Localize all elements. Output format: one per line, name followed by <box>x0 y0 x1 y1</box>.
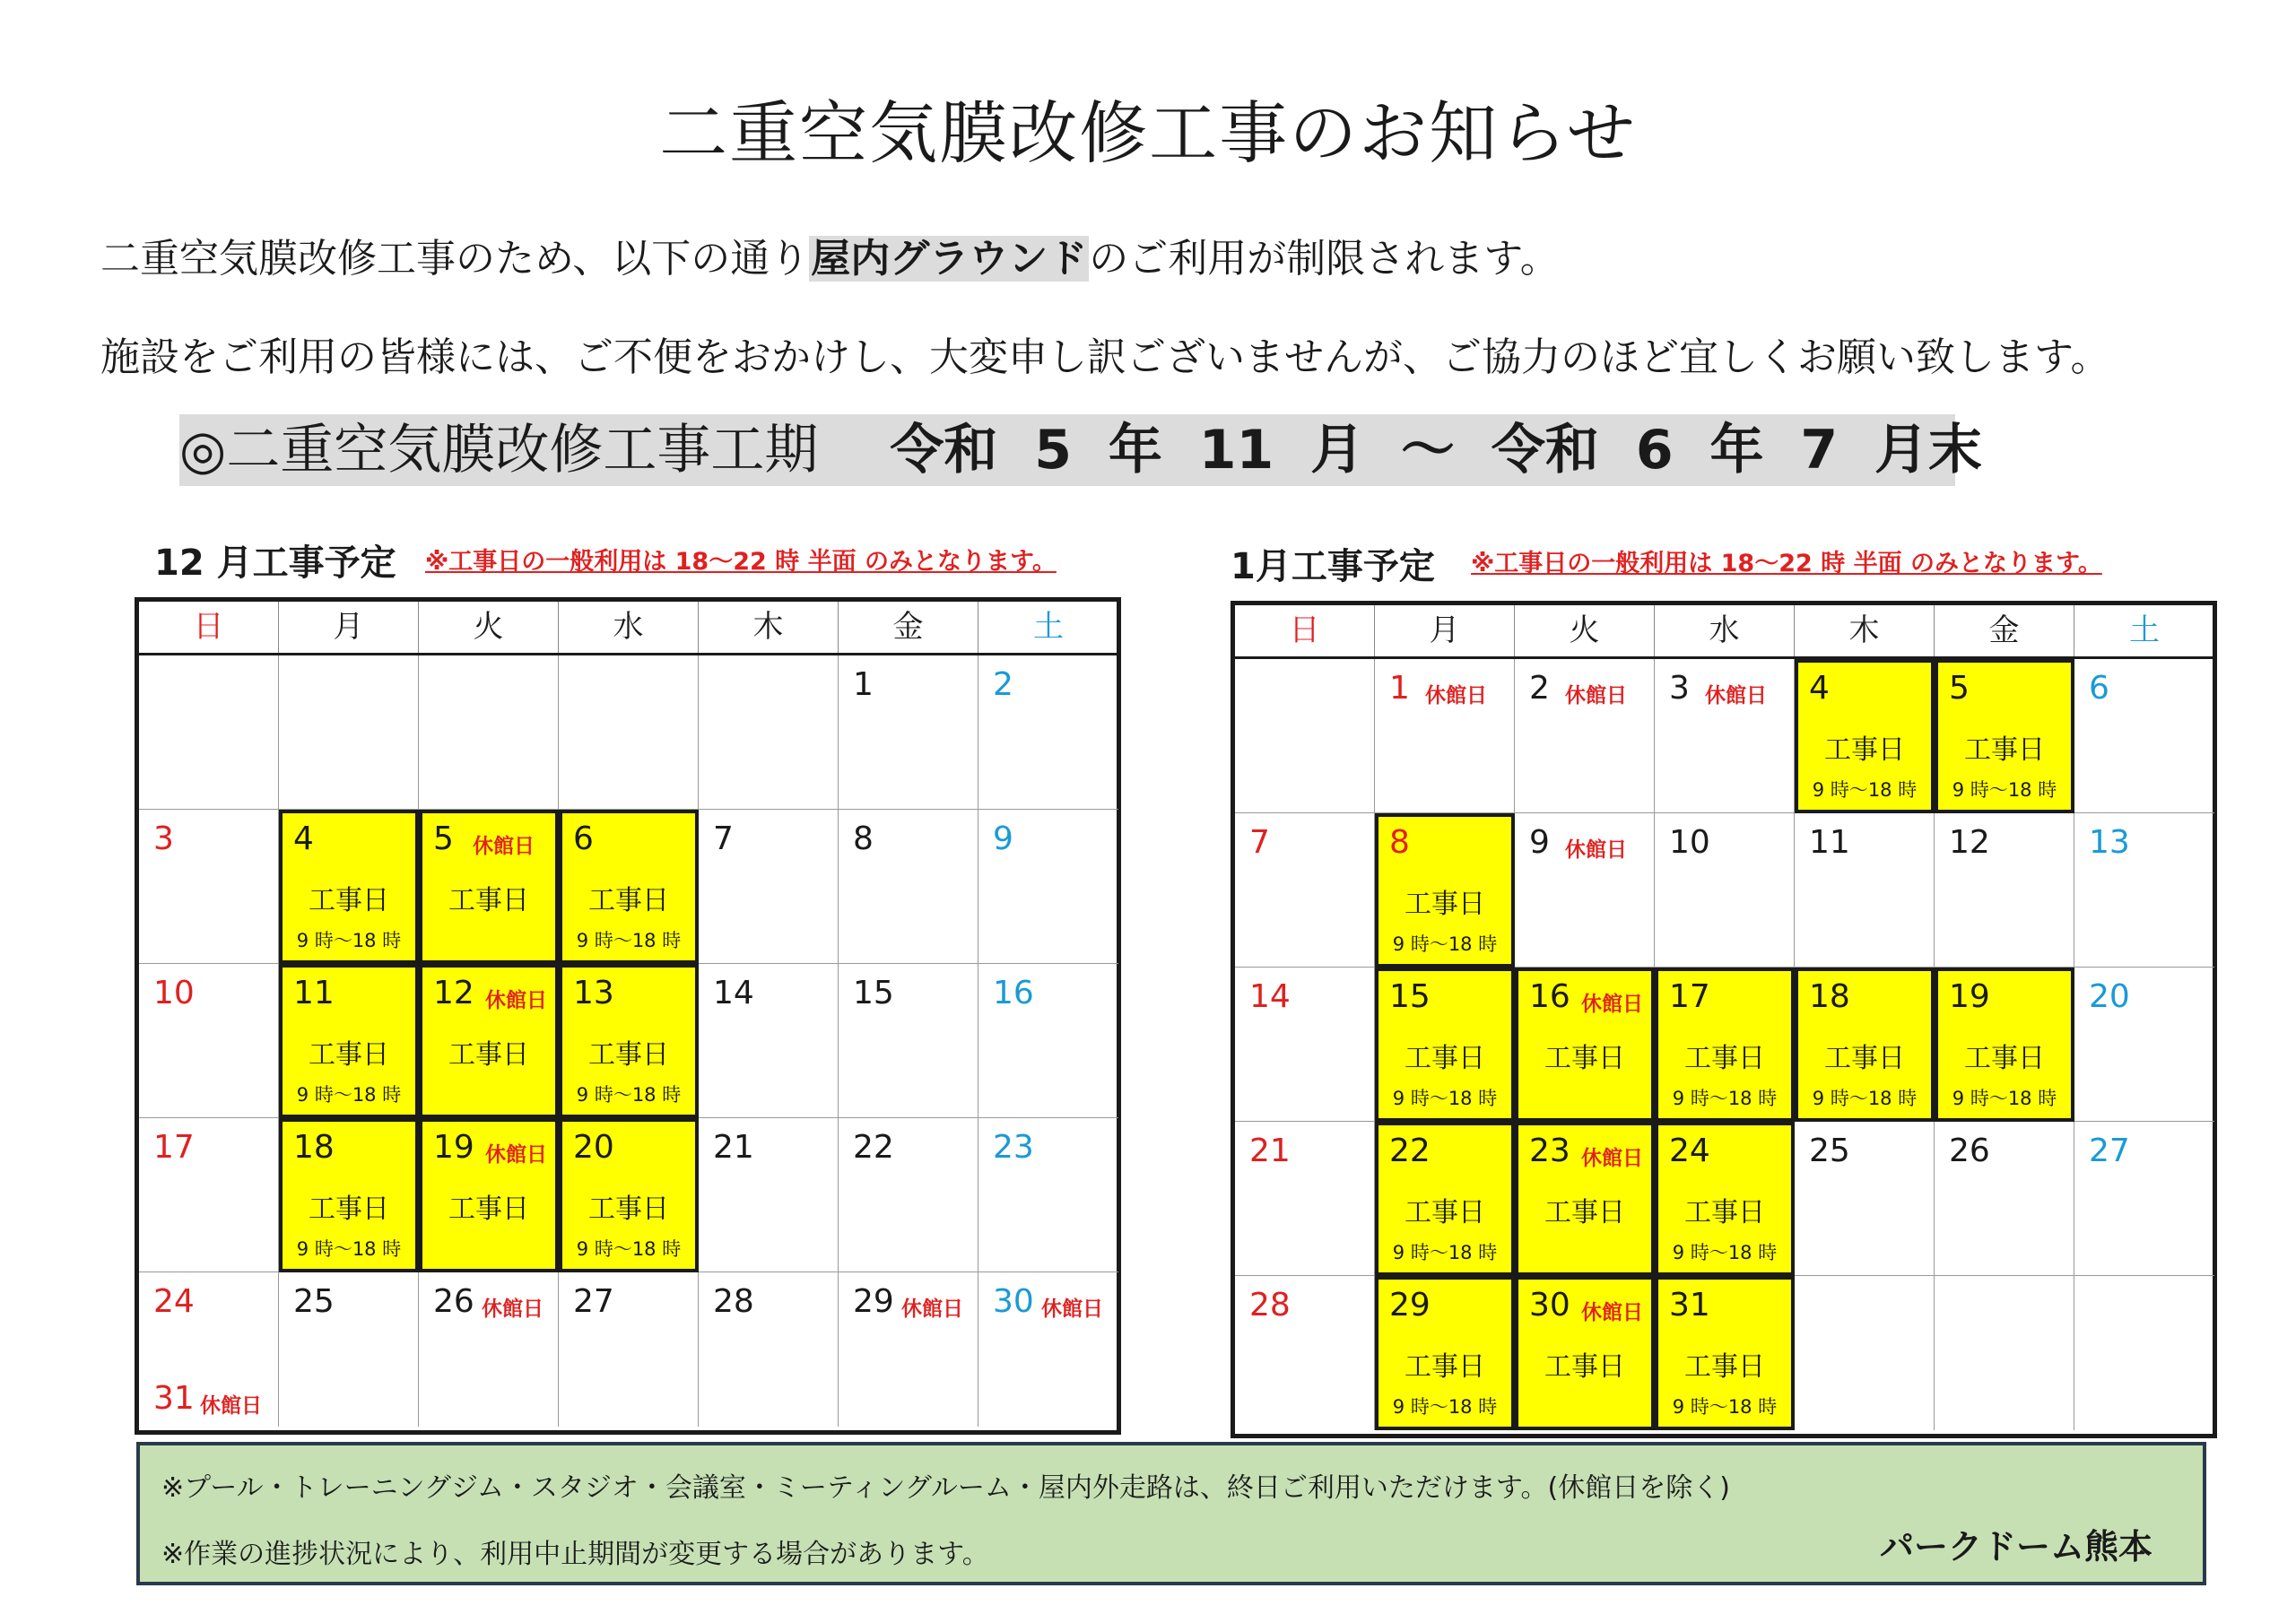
calendar-dec-note: ※工事日の一般利用は 18～22 時 半面 のみとなります。 <box>425 548 1057 576</box>
day-cell <box>699 655 839 810</box>
work-day-cell <box>279 810 419 964</box>
day-number: 14 <box>713 975 754 1011</box>
day-cell <box>978 1118 1118 1272</box>
work-hours-label: 9 時～18 時 <box>1392 1088 1498 1109</box>
day-cell <box>1795 813 1935 968</box>
period-range: 令和 5 年 11 月 ～ 令和 6 年 7 月末 <box>890 419 1982 482</box>
closed-day-label: 休館日 <box>485 1143 547 1167</box>
day-cell <box>978 1272 1118 1427</box>
work-hours-label: 9 時～18 時 <box>576 1084 682 1106</box>
day-cell <box>1795 1122 1935 1276</box>
day-cell <box>699 964 839 1118</box>
day-number: 28 <box>1249 1287 1291 1324</box>
calendar-december <box>135 597 1121 1435</box>
weekday-2: 火 <box>419 602 559 653</box>
closed-day-label: 休館日 <box>1581 1147 1643 1170</box>
closed-day-label: 休館日 <box>1041 1298 1103 1321</box>
day-cell <box>1515 659 1655 813</box>
day-number: 19 <box>433 1129 474 1166</box>
day-number: 19 <box>1949 978 1990 1015</box>
day-cell <box>839 1272 978 1427</box>
work-day-label: 工事日 <box>309 1193 389 1225</box>
work-hours-label: 9 時～18 時 <box>576 930 682 951</box>
day-number: 22 <box>1389 1133 1431 1169</box>
day-cell <box>1935 813 2074 968</box>
work-day-cell <box>1795 659 1935 813</box>
work-day-label: 工事日 <box>1405 1043 1485 1074</box>
closed-day-label: 休館日 <box>1425 684 1487 707</box>
work-day-label: 工事日 <box>1964 1043 2045 1074</box>
work-day-label: 工事日 <box>1544 1197 1625 1228</box>
work-hours-label: 9 時～18 時 <box>1392 933 1498 955</box>
work-day-cell <box>1515 1276 1655 1430</box>
day-number: 5 <box>1949 670 1970 707</box>
day-cell <box>279 655 419 810</box>
day-number: 15 <box>1389 978 1431 1015</box>
footer-notice <box>136 1442 2206 1585</box>
closed-day-label: 休館日 <box>200 1394 262 1418</box>
work-hours-label: 9 時～18 時 <box>1812 1088 1918 1109</box>
work-day-label: 工事日 <box>1964 734 2045 766</box>
calendar-january <box>1231 601 2217 1438</box>
period-label: ◎二重空気膜改修工事工期 <box>179 419 819 482</box>
day-number: 8 <box>1389 824 1410 861</box>
day-cell <box>1235 659 1375 813</box>
weekday-0: 日 <box>139 602 279 653</box>
day-cell <box>139 655 279 810</box>
footer-note-2: ※作業の進捗状況により、利用中止期間が変更する場合があります。 <box>161 1539 989 1570</box>
work-day-cell <box>279 964 419 1118</box>
day-number: 6 <box>573 820 594 857</box>
closed-day-label: 休館日 <box>1581 993 1643 1016</box>
work-hours-label: 9 時～18 時 <box>296 930 402 951</box>
work-day-cell <box>1515 968 1655 1122</box>
day-number: 22 <box>853 1129 894 1166</box>
work-day-cell <box>1655 968 1795 1122</box>
day-cell <box>139 964 279 1118</box>
day-cell <box>1375 659 1515 813</box>
weekday-5: 金 <box>839 602 978 653</box>
day-number: 9 <box>993 820 1013 857</box>
weekday-1: 月 <box>1375 605 1515 656</box>
day-number: 8 <box>853 820 874 857</box>
day-cell <box>2074 813 2214 968</box>
work-hours-label: 9 時～18 時 <box>296 1238 402 1260</box>
weekday-6: 土 <box>2129 612 2160 648</box>
day-number: 15 <box>853 975 894 1011</box>
work-day-cell <box>1655 1276 1795 1430</box>
day-number: 4 <box>293 820 314 857</box>
work-day-cell <box>419 1118 559 1272</box>
day-cell <box>139 1118 279 1272</box>
intro-line-2: 施設をご利用の皆様には、ご不便をおかけし、大変申し訳ございませんが、ご協力のほど宜しくお願い致します。 <box>100 334 2110 380</box>
weekday-0: 日 <box>1235 605 1375 656</box>
work-day-label: 工事日 <box>448 1039 529 1071</box>
weekday-2: 火 <box>1515 605 1655 656</box>
weekday-header <box>1235 605 2214 659</box>
day-number: 13 <box>2089 824 2130 861</box>
day-number: 2 <box>993 666 1013 703</box>
closed-day-label: 休館日 <box>473 835 535 858</box>
work-day-cell <box>1375 1122 1515 1276</box>
day-number: 18 <box>1809 978 1850 1015</box>
weekday-5: 金 <box>1935 605 2074 656</box>
day-cell <box>1235 968 1375 1122</box>
day-number: 1 <box>1389 670 1410 707</box>
calendar-jan-title: 1月工事予定 <box>1231 546 1435 587</box>
day-cell <box>1515 813 1655 968</box>
weekday-6: 土 <box>1033 609 1064 645</box>
day-number: 27 <box>2089 1133 2130 1169</box>
work-day-label: 工事日 <box>1684 1197 1765 1228</box>
work-day-label: 工事日 <box>309 885 389 916</box>
day-number: 25 <box>293 1283 335 1320</box>
intro-text: 二重空気膜改修工事のため、以下の通り <box>100 236 810 282</box>
day-cell <box>699 1272 839 1427</box>
weekday-3: 水 <box>1655 605 1795 656</box>
day-number: 21 <box>713 1129 754 1166</box>
day-number: 17 <box>153 1129 195 1166</box>
work-day-label: 工事日 <box>309 1039 389 1071</box>
page-title: 二重空気膜改修工事のお知らせ <box>659 93 1637 173</box>
day-cell <box>2074 1276 2214 1430</box>
day-cell <box>1655 659 1795 813</box>
day-cell <box>839 1118 978 1272</box>
day-number: 30 <box>993 1283 1034 1320</box>
work-hours-label: 9 時～18 時 <box>1812 779 1918 801</box>
intro-line-1 <box>100 226 1560 283</box>
day-cell <box>419 1272 559 1427</box>
day-number: 7 <box>713 820 734 857</box>
day-number: 17 <box>1669 978 1710 1015</box>
work-day-label: 工事日 <box>1405 1351 1485 1383</box>
day-cell <box>2074 659 2214 813</box>
closed-day-label: 休館日 <box>901 1298 963 1321</box>
day-cell <box>1935 1122 2074 1276</box>
day-number: 5 <box>433 820 454 857</box>
day-number: 3 <box>153 820 174 857</box>
day-number: 16 <box>1529 978 1570 1015</box>
day-number: 3 <box>1669 670 1690 707</box>
work-day-label: 工事日 <box>1405 1197 1485 1228</box>
work-hours-label: 9 時～18 時 <box>1952 1088 2057 1109</box>
day-number: 6 <box>2089 670 2109 707</box>
work-day-label: 工事日 <box>588 1039 669 1071</box>
day-cell <box>839 964 978 1118</box>
work-day-cell <box>1795 968 1935 1122</box>
weekday-4: 木 <box>699 602 839 653</box>
work-day-cell <box>1655 1122 1795 1276</box>
work-day-cell <box>559 964 699 1118</box>
day-number: 20 <box>573 1129 614 1166</box>
day-number: 26 <box>433 1283 474 1320</box>
work-hours-label: 9 時～18 時 <box>1672 1242 1778 1263</box>
day-number: 9 <box>1529 824 1550 861</box>
weekday-4: 木 <box>1795 605 1935 656</box>
work-hours-label: 9 時～18 時 <box>296 1084 402 1106</box>
day-number: 7 <box>1249 824 1270 861</box>
work-day-label: 工事日 <box>1544 1351 1625 1383</box>
day-number: 30 <box>1529 1287 1570 1324</box>
day-cell <box>279 1272 419 1427</box>
day-number: 13 <box>573 975 614 1011</box>
closed-day-label: 休館日 <box>1565 684 1627 707</box>
day-number: 21 <box>1249 1133 1291 1169</box>
day-number: 11 <box>1809 824 1850 861</box>
construction-period <box>179 414 1982 486</box>
day-number: 23 <box>1529 1133 1570 1169</box>
day-cell <box>2074 1122 2214 1276</box>
day-number: 28 <box>713 1283 754 1320</box>
day-number: 26 <box>1949 1133 1990 1169</box>
work-day-cell <box>1375 968 1515 1122</box>
work-day-label: 工事日 <box>1405 889 1485 920</box>
day-number: 23 <box>993 1129 1034 1166</box>
footer-note-1: ※プール・トレーニングジム・スタジオ・会議室・ミーティングルーム・屋内外走路は、終日ご利用いただけます。(休館日を除く) <box>161 1472 1730 1504</box>
day-cell <box>1935 1276 2074 1430</box>
day-number: 10 <box>153 975 195 1011</box>
day-cell <box>1795 1276 1935 1430</box>
work-hours-label: 9 時～18 時 <box>1392 1396 1498 1418</box>
intro-highlight: 屋内グラウンド <box>811 236 1088 282</box>
day-number: 12 <box>433 975 474 1011</box>
day-cell <box>419 655 559 810</box>
weekday-3: 水 <box>559 602 699 653</box>
day-cell <box>839 655 978 810</box>
closed-day-label: 休館日 <box>485 989 547 1012</box>
extra-day-number: 31 <box>153 1380 195 1417</box>
work-day-cell <box>1375 1276 1515 1430</box>
day-cell <box>559 655 699 810</box>
work-day-label: 工事日 <box>1544 1043 1625 1074</box>
work-hours-label: 9 時～18 時 <box>576 1238 682 1260</box>
work-hours-label: 9 時～18 時 <box>1672 1088 1778 1109</box>
calendar-jan-note: ※工事日の一般利用は 18～22 時 半面 のみとなります。 <box>1471 550 2102 577</box>
day-cell <box>139 810 279 964</box>
work-day-cell <box>419 810 559 964</box>
day-number: 29 <box>853 1283 894 1320</box>
day-number: 10 <box>1669 824 1710 861</box>
work-day-cell <box>1935 968 2074 1122</box>
work-day-cell <box>559 810 699 964</box>
work-day-cell <box>279 1118 419 1272</box>
day-cell <box>1655 813 1795 968</box>
work-day-label: 工事日 <box>448 1193 529 1225</box>
day-number: 20 <box>2089 978 2130 1015</box>
closed-day-label: 休館日 <box>1581 1301 1643 1324</box>
work-hours-label: 9 時～18 時 <box>1952 779 2057 801</box>
calendar-dec-title: 12 月工事予定 <box>154 542 396 584</box>
work-hours-label: 9 時～18 時 <box>1392 1242 1498 1263</box>
work-day-label: 工事日 <box>1684 1043 1765 1074</box>
closed-day-label: 休館日 <box>1705 684 1767 707</box>
day-cell <box>2074 968 2214 1122</box>
closed-day-label: 休館日 <box>1565 838 1627 862</box>
weekday-header <box>139 602 1118 655</box>
day-cell <box>699 810 839 964</box>
day-number: 2 <box>1529 670 1550 707</box>
work-day-cell <box>1375 813 1515 968</box>
day-cell <box>559 1272 699 1427</box>
day-cell <box>978 655 1118 810</box>
day-cell <box>839 810 978 964</box>
intro-text-end: のご利用が制限されます。 <box>1089 236 1560 282</box>
day-number: 18 <box>293 1129 335 1166</box>
day-number: 31 <box>1669 1287 1710 1324</box>
day-cell <box>978 964 1118 1118</box>
day-number: 24 <box>1669 1133 1710 1169</box>
day-number: 12 <box>1949 824 1990 861</box>
work-day-label: 工事日 <box>1824 1043 1905 1074</box>
work-day-cell <box>559 1118 699 1272</box>
day-number: 24 <box>153 1283 195 1320</box>
work-day-cell <box>419 964 559 1118</box>
weekday-1: 月 <box>279 602 419 653</box>
work-hours-label: 9 時～18 時 <box>1672 1396 1778 1418</box>
day-cell <box>1235 813 1375 968</box>
work-day-label: 工事日 <box>1684 1351 1765 1383</box>
day-number: 25 <box>1809 1133 1850 1169</box>
work-day-label: 工事日 <box>588 885 669 916</box>
organization-name: パークドーム熊本 <box>1879 1527 2152 1567</box>
day-number: 1 <box>853 666 874 703</box>
day-cell <box>699 1118 839 1272</box>
day-number: 16 <box>993 975 1034 1011</box>
work-day-label: 工事日 <box>588 1193 669 1225</box>
closed-day-label: 休館日 <box>482 1298 544 1321</box>
work-day-cell <box>1515 1122 1655 1276</box>
day-number: 14 <box>1249 978 1291 1015</box>
day-number: 11 <box>293 975 335 1011</box>
work-day-cell <box>1935 659 2074 813</box>
day-number: 4 <box>1809 670 1830 707</box>
work-day-label: 工事日 <box>448 885 529 916</box>
day-number: 27 <box>573 1283 614 1320</box>
day-number: 29 <box>1389 1287 1431 1324</box>
work-day-label: 工事日 <box>1824 734 1905 766</box>
day-cell <box>1235 1122 1375 1276</box>
day-cell <box>139 1272 279 1427</box>
day-cell <box>1235 1276 1375 1430</box>
day-cell <box>978 810 1118 964</box>
